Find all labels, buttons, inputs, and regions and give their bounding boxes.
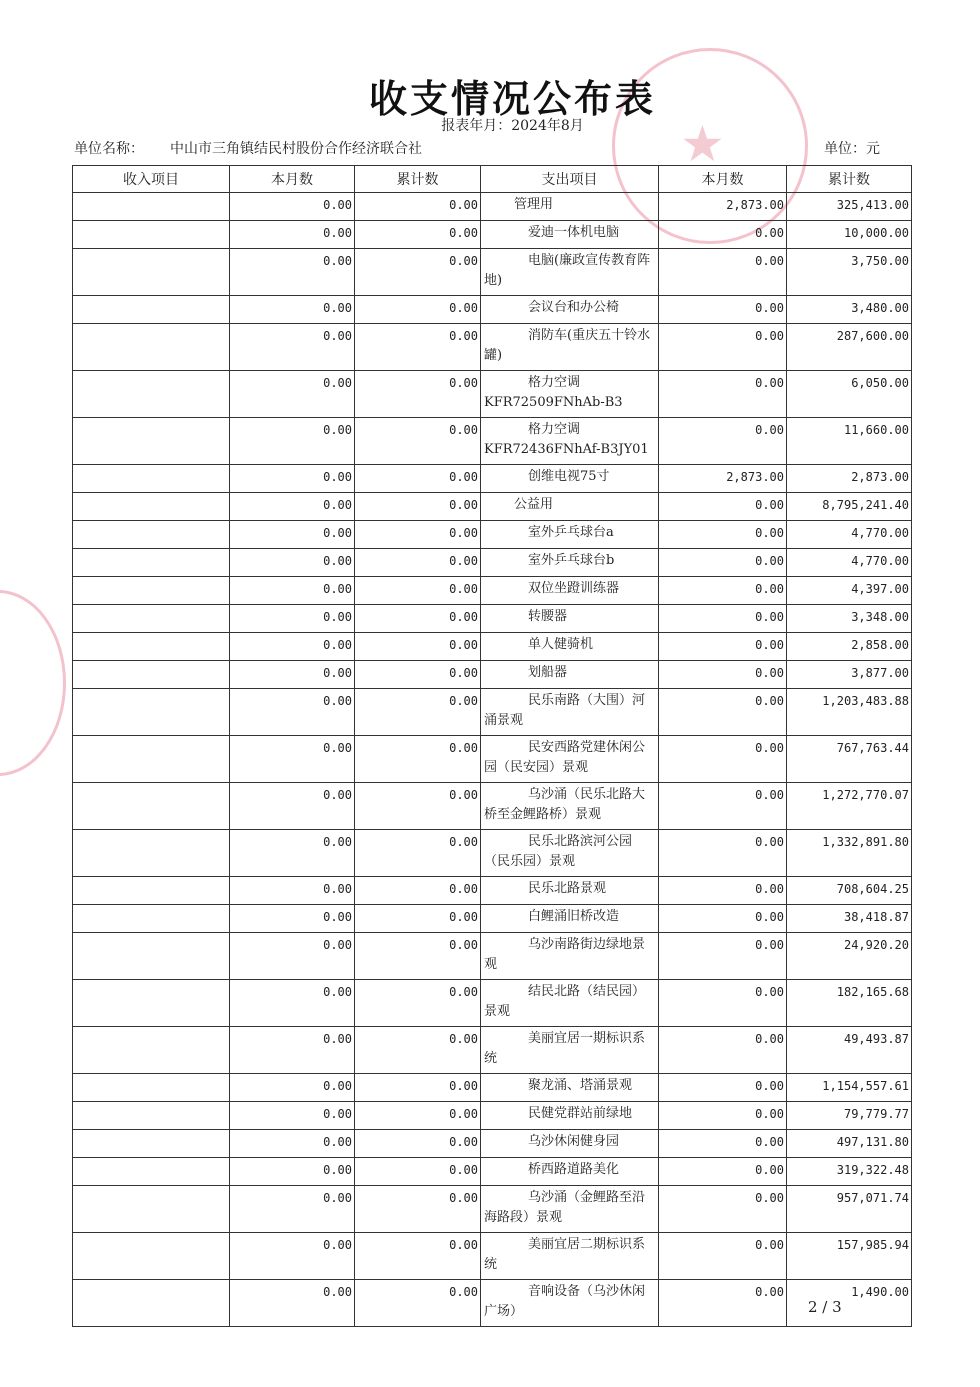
expense-item-label: 公益用 xyxy=(514,497,554,512)
expense-total-cell: 1,203,483.88 xyxy=(787,689,912,736)
table-row xyxy=(73,1130,912,1158)
unit-name-label: 单位名称： xyxy=(74,141,144,157)
income-item-cell xyxy=(73,1102,230,1130)
table-row xyxy=(73,830,912,877)
expense-total-cell: 49,493.87 xyxy=(787,1027,912,1074)
expense-month-cell: 0.00 xyxy=(659,1280,787,1327)
expense-month-cell: 0.00 xyxy=(659,418,787,465)
income-total-cell: 0.00 xyxy=(355,324,481,371)
income-item-cell xyxy=(73,661,230,689)
expense-month-cell: 0.00 xyxy=(659,521,787,549)
expense-month-cell: 0.00 xyxy=(659,933,787,980)
expense-item-cell xyxy=(481,493,659,521)
expense-total-cell: 6,050.00 xyxy=(787,371,912,418)
expense-item-cell xyxy=(481,418,659,465)
expense-total-cell: 1,332,891.80 xyxy=(787,830,912,877)
expense-item-label: 划船器 xyxy=(528,665,568,680)
expense-month-cell: 0.00 xyxy=(659,980,787,1027)
expense-month-cell: 0.00 xyxy=(659,1102,787,1130)
expense-item-label: 管理用 xyxy=(514,197,554,212)
expense-total-cell: 497,131.80 xyxy=(787,1130,912,1158)
expense-item-cell xyxy=(481,736,659,783)
table-row xyxy=(73,1280,912,1327)
income-total-cell: 0.00 xyxy=(355,1027,481,1074)
expense-total-cell: 957,071.74 xyxy=(787,1186,912,1233)
income-item-cell xyxy=(73,1233,230,1280)
expense-month-cell: 0.00 xyxy=(659,783,787,830)
table-row xyxy=(73,577,912,605)
expense-total-cell: 325,413.00 xyxy=(787,193,912,221)
col-expense-month: 本月数 xyxy=(659,166,787,193)
table-row xyxy=(73,905,912,933)
expense-item-label: 格力空调KFR72509FNhAb-B3 xyxy=(484,375,623,410)
expense-item-label: 民健党群站前绿地 xyxy=(528,1106,633,1121)
expense-item-cell xyxy=(481,549,659,577)
expense-item-label: 音响设备（乌沙休闲广场） xyxy=(484,1284,646,1319)
expense-month-cell: 0.00 xyxy=(659,1130,787,1158)
table-row xyxy=(73,221,912,249)
table-row xyxy=(73,296,912,324)
expense-total-cell: 2,873.00 xyxy=(787,465,912,493)
income-item-cell xyxy=(73,783,230,830)
income-month-cell: 0.00 xyxy=(230,521,355,549)
income-item-cell xyxy=(73,1027,230,1074)
income-month-cell: 0.00 xyxy=(230,1102,355,1130)
col-expense-total: 累计数 xyxy=(787,166,912,193)
official-seal-left xyxy=(0,590,66,776)
income-total-cell: 0.00 xyxy=(355,549,481,577)
income-item-cell xyxy=(73,1130,230,1158)
expense-item-cell xyxy=(481,905,659,933)
expense-total-cell: 4,397.00 xyxy=(787,577,912,605)
income-total-cell: 0.00 xyxy=(355,1186,481,1233)
expense-item-label: 乌沙涌（民乐北路大桥至金鲤路桥）景观 xyxy=(484,787,646,822)
table-row xyxy=(73,877,912,905)
income-month-cell: 0.00 xyxy=(230,249,355,296)
expense-item-cell xyxy=(481,661,659,689)
expense-item-cell xyxy=(481,830,659,877)
expense-item-cell xyxy=(481,1280,659,1327)
income-month-cell: 0.00 xyxy=(230,493,355,521)
expense-total-cell: 2,858.00 xyxy=(787,633,912,661)
expense-month-cell: 0.00 xyxy=(659,1186,787,1233)
table-row xyxy=(73,193,912,221)
table-row xyxy=(73,980,912,1027)
expense-total-cell: 1,154,557.61 xyxy=(787,1074,912,1102)
expense-item-label: 室外乒乓球台a xyxy=(528,525,614,540)
income-total-cell: 0.00 xyxy=(355,980,481,1027)
income-item-cell xyxy=(73,521,230,549)
income-item-cell xyxy=(73,980,230,1027)
expense-item-label: 聚龙涌、塔涌景观 xyxy=(528,1078,633,1093)
income-total-cell: 0.00 xyxy=(355,1130,481,1158)
income-month-cell: 0.00 xyxy=(230,465,355,493)
income-month-cell: 0.00 xyxy=(230,549,355,577)
expense-month-cell: 0.00 xyxy=(659,1027,787,1074)
page-title: 收支情况公布表 xyxy=(368,77,656,121)
income-expense-table xyxy=(72,165,912,1327)
expense-item-label: 民乐北路滨河公园（民乐园）景观 xyxy=(484,834,633,869)
expense-month-cell: 0.00 xyxy=(659,633,787,661)
expense-item-cell xyxy=(481,465,659,493)
income-total-cell: 0.00 xyxy=(355,736,481,783)
expense-month-cell: 0.00 xyxy=(659,221,787,249)
income-total-cell: 0.00 xyxy=(355,1280,481,1327)
income-total-cell: 0.00 xyxy=(355,1158,481,1186)
expense-month-cell: 0.00 xyxy=(659,324,787,371)
col-income-item: 收入项目 xyxy=(73,166,230,193)
income-total-cell: 0.00 xyxy=(355,633,481,661)
expense-item-label: 双位坐蹬训练器 xyxy=(528,581,620,596)
table-body xyxy=(73,193,912,1327)
income-item-cell xyxy=(73,877,230,905)
income-month-cell: 0.00 xyxy=(230,980,355,1027)
income-item-cell xyxy=(73,1074,230,1102)
income-item-cell xyxy=(73,830,230,877)
table-row xyxy=(73,521,912,549)
table-row xyxy=(73,1102,912,1130)
income-month-cell: 0.00 xyxy=(230,689,355,736)
expense-item-label: 结民北路（结民园）景观 xyxy=(484,984,646,1019)
table-row xyxy=(73,783,912,830)
expense-item-label: 电脑(廉政宣传教育阵地) xyxy=(484,253,651,288)
expense-total-cell: 3,750.00 xyxy=(787,249,912,296)
expense-item-label: 美丽宜居二期标识系统 xyxy=(484,1237,646,1272)
expense-total-cell: 8,795,241.40 xyxy=(787,493,912,521)
income-month-cell: 0.00 xyxy=(230,577,355,605)
expense-item-label: 格力空调KFR72436FNhAf-B3JY01 xyxy=(484,422,649,457)
income-total-cell: 0.00 xyxy=(355,221,481,249)
expense-total-cell: 3,348.00 xyxy=(787,605,912,633)
income-item-cell xyxy=(73,633,230,661)
income-month-cell: 0.00 xyxy=(230,371,355,418)
income-month-cell: 0.00 xyxy=(230,324,355,371)
income-item-cell xyxy=(73,1186,230,1233)
expense-item-label: 民安西路党建休闲公园（民安园）景观 xyxy=(484,740,646,775)
expense-item-label: 乌沙涌（金鲤路至沿海路段）景观 xyxy=(484,1190,646,1225)
col-income-month: 本月数 xyxy=(230,166,355,193)
expense-item-label: 消防车(重庆五十铃水罐) xyxy=(484,328,651,363)
income-total-cell: 0.00 xyxy=(355,1102,481,1130)
table-row xyxy=(73,633,912,661)
expense-item-cell xyxy=(481,980,659,1027)
expense-item-cell xyxy=(481,1233,659,1280)
expense-total-cell: 1,490.00 xyxy=(787,1280,912,1327)
expense-month-cell: 0.00 xyxy=(659,1233,787,1280)
expense-item-cell xyxy=(481,783,659,830)
income-total-cell: 0.00 xyxy=(355,1233,481,1280)
income-total-cell: 0.00 xyxy=(355,1074,481,1102)
income-item-cell xyxy=(73,577,230,605)
income-month-cell: 0.00 xyxy=(230,221,355,249)
currency-unit: 单位：元 xyxy=(824,141,880,157)
income-month-cell: 0.00 xyxy=(230,1158,355,1186)
expense-total-cell: 157,985.94 xyxy=(787,1233,912,1280)
expense-month-cell: 0.00 xyxy=(659,689,787,736)
expense-total-cell: 79,779.77 xyxy=(787,1102,912,1130)
expense-month-cell: 2,873.00 xyxy=(659,193,787,221)
income-item-cell xyxy=(73,324,230,371)
expense-total-cell: 3,480.00 xyxy=(787,296,912,324)
table-row xyxy=(73,1027,912,1074)
income-month-cell: 0.00 xyxy=(230,633,355,661)
col-income-total: 累计数 xyxy=(355,166,481,193)
income-total-cell: 0.00 xyxy=(355,830,481,877)
table-row xyxy=(73,493,912,521)
expense-item-cell xyxy=(481,1130,659,1158)
table-row xyxy=(73,1233,912,1280)
expense-item-cell xyxy=(481,324,659,371)
table-row xyxy=(73,324,912,371)
expense-item-label: 美丽宜居一期标识系统 xyxy=(484,1031,646,1066)
table-row xyxy=(73,465,912,493)
expense-total-cell: 4,770.00 xyxy=(787,521,912,549)
expense-month-cell: 0.00 xyxy=(659,1074,787,1102)
unit-name-value: 中山市三角镇结民村股份合作经济联合社 xyxy=(170,141,422,157)
seal-star-icon: ★ xyxy=(680,115,725,173)
expense-item-label: 乌沙休闲健身园 xyxy=(528,1134,620,1149)
income-total-cell: 0.00 xyxy=(355,577,481,605)
expense-item-cell xyxy=(481,633,659,661)
income-total-cell: 0.00 xyxy=(355,371,481,418)
table-row xyxy=(73,1158,912,1186)
expense-item-label: 白鲤涌旧桥改造 xyxy=(528,909,620,924)
income-month-cell: 0.00 xyxy=(230,1186,355,1233)
income-total-cell: 0.00 xyxy=(355,877,481,905)
table-row xyxy=(73,933,912,980)
table-header-row xyxy=(73,166,912,193)
table-row xyxy=(73,549,912,577)
expense-total-cell: 4,770.00 xyxy=(787,549,912,577)
expense-month-cell: 0.00 xyxy=(659,736,787,783)
income-item-cell xyxy=(73,493,230,521)
income-month-cell: 0.00 xyxy=(230,1130,355,1158)
expense-item-cell xyxy=(481,689,659,736)
expense-item-cell xyxy=(481,933,659,980)
income-total-cell: 0.00 xyxy=(355,493,481,521)
income-month-cell: 0.00 xyxy=(230,830,355,877)
income-item-cell xyxy=(73,465,230,493)
income-total-cell: 0.00 xyxy=(355,193,481,221)
table-row xyxy=(73,689,912,736)
income-month-cell: 0.00 xyxy=(230,605,355,633)
expense-month-cell: 0.00 xyxy=(659,830,787,877)
table-row xyxy=(73,661,912,689)
unit-name-line xyxy=(74,138,422,158)
income-month-cell: 0.00 xyxy=(230,418,355,465)
expense-item-label: 会议台和办公椅 xyxy=(528,300,620,315)
expense-item-label: 单人健骑机 xyxy=(528,637,594,652)
income-item-cell xyxy=(73,1158,230,1186)
expense-month-cell: 0.00 xyxy=(659,249,787,296)
expense-item-label: 桥西路道路美化 xyxy=(528,1162,620,1177)
income-month-cell: 0.00 xyxy=(230,905,355,933)
col-expense-item: 支出项目 xyxy=(481,166,659,193)
expense-item-cell xyxy=(481,1186,659,1233)
expense-item-cell xyxy=(481,1102,659,1130)
income-item-cell xyxy=(73,905,230,933)
expense-item-label: 民乐南路（大围）河涌景观 xyxy=(484,693,646,728)
income-month-cell: 0.00 xyxy=(230,1074,355,1102)
expense-total-cell: 24,920.20 xyxy=(787,933,912,980)
income-month-cell: 0.00 xyxy=(230,783,355,830)
income-item-cell xyxy=(73,689,230,736)
table-row xyxy=(73,418,912,465)
expense-total-cell: 10,000.00 xyxy=(787,221,912,249)
income-item-cell xyxy=(73,193,230,221)
expense-item-label: 室外乒乓球台b xyxy=(528,553,615,568)
report-period: 报表年月：2024年8月 xyxy=(441,118,584,134)
income-total-cell: 0.00 xyxy=(355,605,481,633)
expense-total-cell: 3,877.00 xyxy=(787,661,912,689)
expense-total-cell: 767,763.44 xyxy=(787,736,912,783)
income-item-cell xyxy=(73,933,230,980)
income-month-cell: 0.00 xyxy=(230,1280,355,1327)
table-row xyxy=(73,605,912,633)
income-item-cell xyxy=(73,371,230,418)
income-total-cell: 0.00 xyxy=(355,689,481,736)
expense-item-cell xyxy=(481,193,659,221)
expense-month-cell: 0.00 xyxy=(659,577,787,605)
expense-item-cell xyxy=(481,521,659,549)
expense-month-cell: 0.00 xyxy=(659,905,787,933)
income-item-cell xyxy=(73,605,230,633)
expense-item-label: 爱迪一体机电脑 xyxy=(528,225,620,240)
income-total-cell: 0.00 xyxy=(355,783,481,830)
income-item-cell xyxy=(73,249,230,296)
income-total-cell: 0.00 xyxy=(355,465,481,493)
table-row xyxy=(73,1074,912,1102)
expense-month-cell: 0.00 xyxy=(659,1158,787,1186)
expense-item-label: 转腰器 xyxy=(528,609,568,624)
income-total-cell: 0.00 xyxy=(355,521,481,549)
expense-total-cell: 287,600.00 xyxy=(787,324,912,371)
expense-month-cell: 0.00 xyxy=(659,371,787,418)
expense-item-label: 民乐北路景观 xyxy=(528,881,607,896)
expense-total-cell: 11,660.00 xyxy=(787,418,912,465)
expense-item-cell xyxy=(481,1158,659,1186)
income-month-cell: 0.00 xyxy=(230,933,355,980)
income-item-cell xyxy=(73,221,230,249)
income-item-cell xyxy=(73,418,230,465)
expense-month-cell: 0.00 xyxy=(659,877,787,905)
expense-item-cell xyxy=(481,371,659,418)
expense-item-cell xyxy=(481,1074,659,1102)
expense-item-cell xyxy=(481,221,659,249)
income-total-cell: 0.00 xyxy=(355,933,481,980)
income-month-cell: 0.00 xyxy=(230,296,355,324)
table-row xyxy=(73,371,912,418)
income-item-cell xyxy=(73,549,230,577)
expense-item-label: 创维电视75寸 xyxy=(528,469,610,484)
table-row xyxy=(73,249,912,296)
income-total-cell: 0.00 xyxy=(355,418,481,465)
income-total-cell: 0.00 xyxy=(355,661,481,689)
expense-item-cell xyxy=(481,877,659,905)
expense-total-cell: 708,604.25 xyxy=(787,877,912,905)
income-month-cell: 0.00 xyxy=(230,877,355,905)
expense-total-cell: 1,272,770.07 xyxy=(787,783,912,830)
expense-month-cell: 0.00 xyxy=(659,493,787,521)
expense-item-cell xyxy=(481,577,659,605)
expense-item-cell xyxy=(481,296,659,324)
expense-item-label: 乌沙南路街边绿地景观 xyxy=(484,937,646,972)
expense-total-cell: 38,418.87 xyxy=(787,905,912,933)
table-row xyxy=(73,736,912,783)
expense-month-cell: 0.00 xyxy=(659,661,787,689)
table-row xyxy=(73,1186,912,1233)
income-item-cell xyxy=(73,736,230,783)
income-total-cell: 0.00 xyxy=(355,296,481,324)
expense-month-cell: 2,873.00 xyxy=(659,465,787,493)
expense-month-cell: 0.00 xyxy=(659,549,787,577)
income-month-cell: 0.00 xyxy=(230,1027,355,1074)
expense-item-cell xyxy=(481,1027,659,1074)
income-month-cell: 0.00 xyxy=(230,193,355,221)
income-item-cell xyxy=(73,1280,230,1327)
expense-month-cell: 0.00 xyxy=(659,605,787,633)
page-number: 2 / 3 xyxy=(808,1298,842,1316)
expense-item-cell xyxy=(481,249,659,296)
income-total-cell: 0.00 xyxy=(355,905,481,933)
income-month-cell: 0.00 xyxy=(230,736,355,783)
expense-month-cell: 0.00 xyxy=(659,296,787,324)
expense-total-cell: 319,322.48 xyxy=(787,1158,912,1186)
income-month-cell: 0.00 xyxy=(230,1233,355,1280)
expense-total-cell: 182,165.68 xyxy=(787,980,912,1027)
income-total-cell: 0.00 xyxy=(355,249,481,296)
income-month-cell: 0.00 xyxy=(230,661,355,689)
income-item-cell xyxy=(73,296,230,324)
expense-item-cell xyxy=(481,605,659,633)
